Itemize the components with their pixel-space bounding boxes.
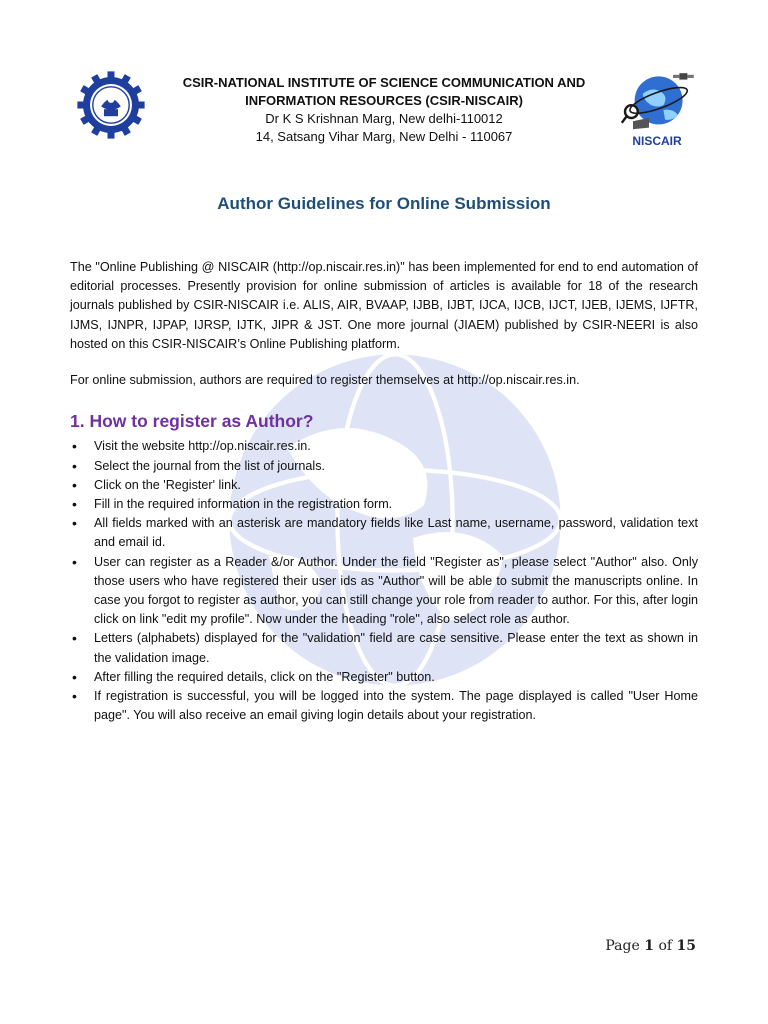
csir-logo-icon — [76, 70, 146, 140]
of-word: of — [658, 938, 673, 954]
address-line2: 14, Satsang Vihar Marg, New Delhi - 110067 — [255, 129, 513, 144]
total-pages: 15 — [676, 938, 696, 954]
document-title: Author Guidelines for Online Submission — [217, 194, 551, 213]
niscair-logo-icon — [616, 70, 698, 150]
org-name-line1: CSIR-NATIONAL INSTITUTE OF SCIENCE COMMUNICATION AND — [182, 75, 586, 90]
page-word: Page — [605, 938, 640, 954]
org-name-line2: INFORMATION RESOURCES (CSIR-NISCAIR) — [245, 93, 523, 108]
list-item: • User can register as a Reader &/or Author. Under the field "Register as", please select "Author" also. Only those users who have registered their user ids as "Author" will be able to submit the manuscripts online. In case you forgot to register as author, you can still change your role from reader to author. For this, after login click on link "edit my profile". Now under the heading "role", also select role as author. — [70, 553, 698, 630]
intro-paragraph: The "Online Publishing @ NISCAIR (http://op.niscair.res.in)" has been implemented for end to end automation of editorial processes. Presently provision for online submission of articles is available for 18 of the research journals published by CSIR-NISCAIR i.e. ALIS, AIR, BVAAP, IJBB, IJBT, IJCA, IJCB, IJCT, IJEB, IJEMS, IJFTR, IJMS, IJNPR, IJPAP, IJRSP, IJTK, JIPR & JST. One more journal (JIAEM) published by CSIR-NEERI is also hosted on this CSIR-NISCAIR’s Online Publishing platform. — [70, 260, 698, 351]
list-item: • Select the journal from the list of journals. — [70, 457, 698, 476]
registration-note-paragraph: For online submission, authors are required to register themselves at http://op.niscair.res.in. — [70, 373, 580, 388]
address-line1: Dr K S Krishnan Marg, New delhi-110012 — [265, 111, 503, 126]
list-item: • If registration is successful, you will be logged into the system. The page displayed is called "User Home page". You will also receive an email giving login details about your registration. — [70, 687, 698, 725]
organization-block — [160, 74, 608, 146]
current-page: 1 — [644, 938, 654, 954]
registration-steps-list — [70, 437, 698, 725]
list-item: • Fill in the required information in the registration form. — [70, 495, 698, 514]
niscair-logo-text: NISCAIR — [632, 134, 682, 149]
list-item: • Letters (alphabets) displayed for the "validation" field are case sensitive. Please enter the text as shown in the validation image. — [70, 629, 698, 667]
list-item: • After filling the required details, click on the "Register" button. — [70, 668, 698, 687]
document-body — [70, 258, 698, 725]
page-number — [605, 938, 696, 954]
document-header — [0, 0, 768, 170]
list-item: • Click on the 'Register' link. — [70, 476, 698, 495]
list-item: • Visit the website http://op.niscair.res.in. — [70, 437, 698, 456]
section-heading: 1. How to register as Author? — [70, 411, 314, 432]
list-item: • All fields marked with an asterisk are mandatory fields like Last name, username, password, validation text and email id. — [70, 514, 698, 552]
